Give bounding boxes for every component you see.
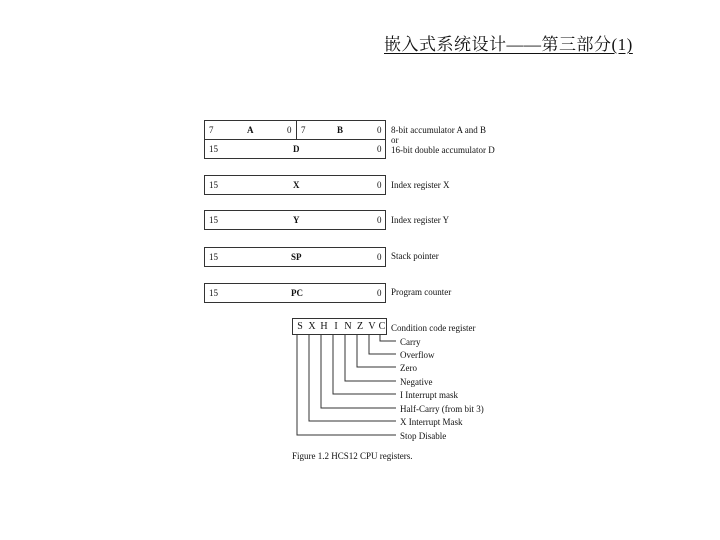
flag-carry: Carry xyxy=(400,337,421,347)
figure-caption: Figure 1.2 HCS12 CPU registers. xyxy=(292,451,413,461)
ccr-bit: S xyxy=(297,321,303,332)
bit-label: 7 xyxy=(301,125,306,135)
bit-label: 0 xyxy=(287,125,292,135)
bit-label: 0 xyxy=(377,125,382,135)
bit-label: 7 xyxy=(209,125,214,135)
ccr-bit: Z xyxy=(356,321,364,332)
register-d-name: D xyxy=(293,144,300,154)
bit-label: 0 xyxy=(377,252,382,262)
leader-stop xyxy=(297,335,396,435)
leader-carry xyxy=(380,335,396,341)
register-sp-desc: Stack pointer xyxy=(391,251,439,261)
leader-overflow xyxy=(369,335,396,354)
bit-label: 0 xyxy=(377,144,382,154)
ccr-bit: N xyxy=(344,321,352,332)
ccr-bit: H xyxy=(320,321,328,332)
bit-label: 15 xyxy=(209,252,218,262)
bit-label: 0 xyxy=(377,180,382,190)
leader-zero xyxy=(357,335,396,367)
flag-zero: Zero xyxy=(400,363,417,373)
flag-negative: Negative xyxy=(400,377,433,387)
register-y-name: Y xyxy=(293,215,300,225)
bit-label: 15 xyxy=(209,215,218,225)
bit-label: 15 xyxy=(209,288,218,298)
register-pc-desc: Program counter xyxy=(391,287,452,297)
desc-line: or xyxy=(391,135,399,145)
leader-negative xyxy=(345,335,396,381)
bit-label: 0 xyxy=(377,215,382,225)
register-b-name: B xyxy=(337,125,344,135)
ccr-bit: I xyxy=(334,321,338,332)
bit-label: 0 xyxy=(377,288,382,298)
bit-label: 15 xyxy=(209,144,218,154)
register-x-desc: Index register X xyxy=(391,180,450,190)
bit-label: 15 xyxy=(209,180,218,190)
register-sp-name: SP xyxy=(291,252,302,262)
slide-title: 嵌入式系统设计——第三部分(1) xyxy=(384,35,633,54)
ccr-bit: C xyxy=(378,321,386,332)
flag-overflow: Overflow xyxy=(400,350,435,360)
register-a-name: A xyxy=(247,125,254,135)
ccr-bit: V xyxy=(368,321,376,332)
flag-stop-disable: Stop Disable xyxy=(400,431,447,441)
flag-i-interrupt-mask: I Interrupt mask xyxy=(400,390,458,400)
desc-line: 8-bit accumulator A and B xyxy=(391,125,486,135)
flag-x-interrupt-mask: X Interrupt Mask xyxy=(400,417,463,427)
flag-half-carry: Half-Carry (from bit 3) xyxy=(400,404,484,414)
register-y-desc: Index register Y xyxy=(391,215,450,225)
ccr-label: Condition code register xyxy=(391,323,476,333)
register-pc-name: PC xyxy=(291,288,303,298)
desc-line: 16-bit double accumulator D xyxy=(391,145,495,155)
ccr-bit: X xyxy=(308,321,316,332)
leader-i-mask xyxy=(333,335,396,394)
register-x-name: X xyxy=(293,180,300,190)
leader-half-carry xyxy=(321,335,396,408)
